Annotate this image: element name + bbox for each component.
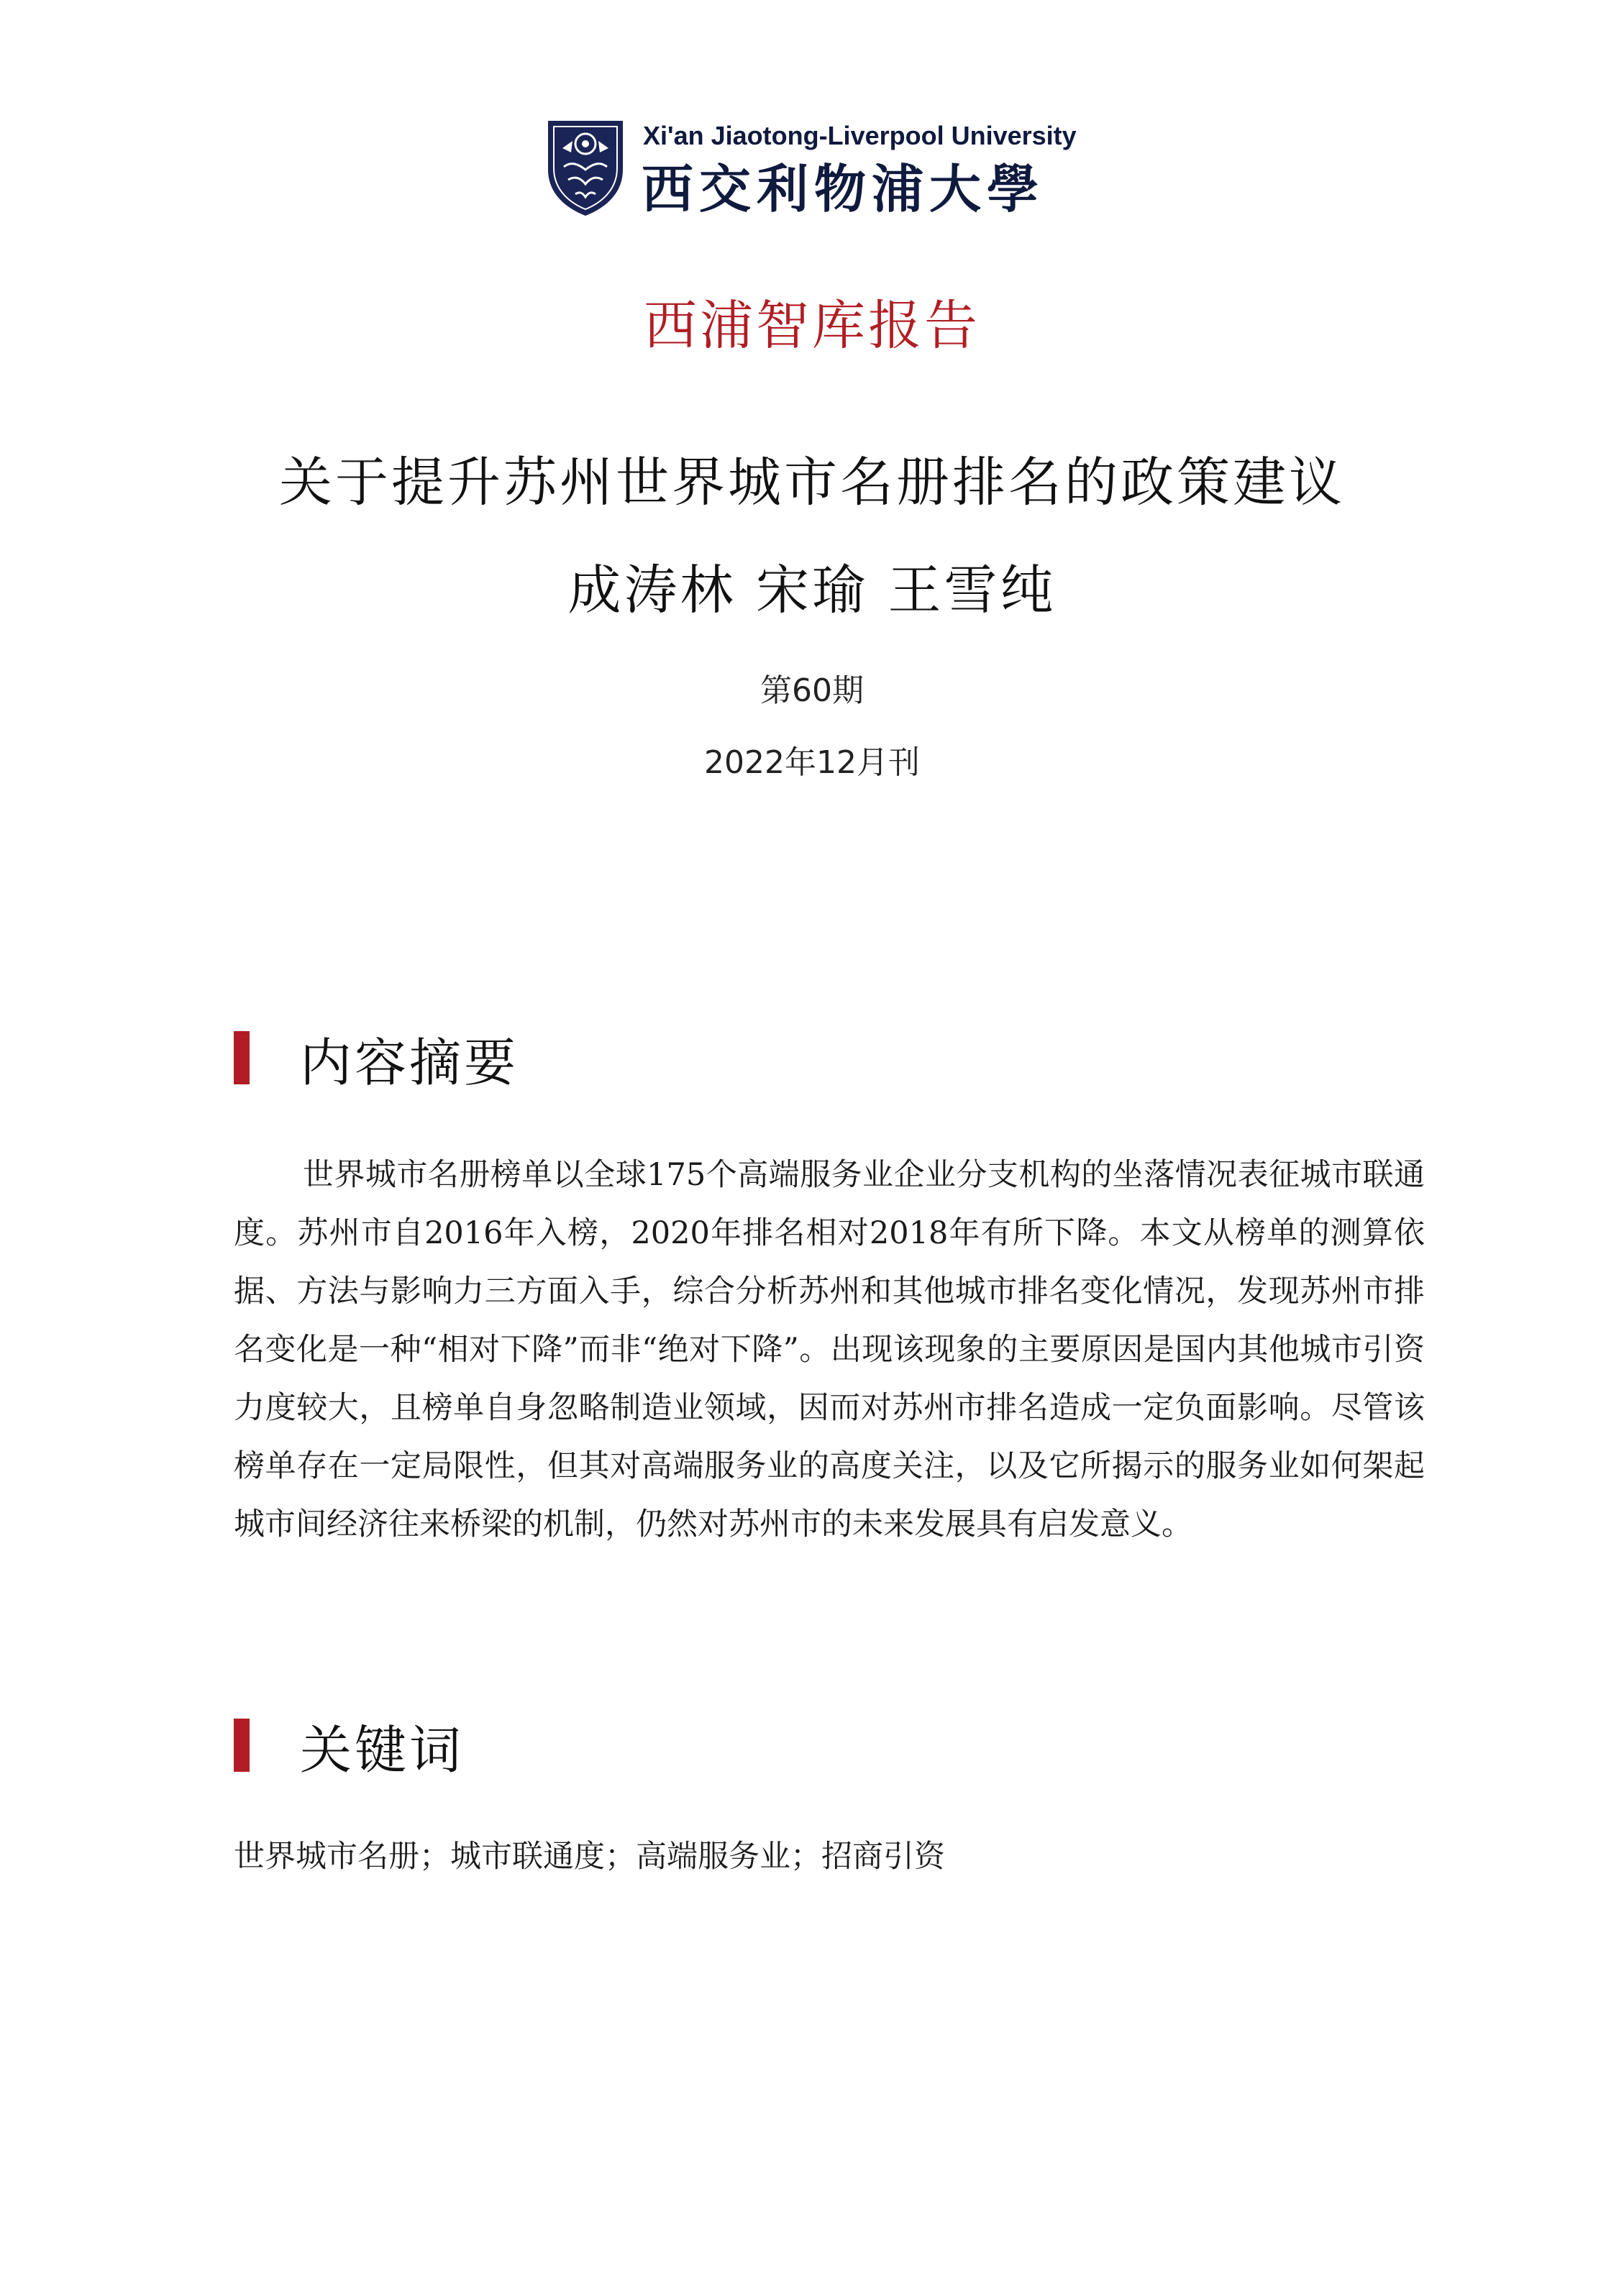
keywords-heading-label: 关键词 — [300, 1720, 465, 1780]
issue-number: 第60期 — [760, 672, 864, 709]
section-marker — [234, 1719, 250, 1772]
abstract-text: 世界城市名册榜单以全球175个高端服务业企业分支机构的坐落情况表征城市联通度。苏州市自2016年入榜，2020年排名相对2018年有所下降。本文从榜单的测算依据、方法与影响力三方面入手，综合分析苏州和其他城市排名变化情况，发现苏州市排名变化是一种“相对下降”而非“绝对下降”。出现该现象的主要原因是国内其他城市引资力度较大，且榜单自身忽略制造业领域，因而对苏州市排名造成一定负面影响。尽管该榜单存在一定局限性，但其对高端服务业的高度关注，以及它所揭示的服务业如何架起城市间经济往来桥梁的机制，仍然对苏州市的未来发展具有启发意义。 — [234, 1157, 1425, 1542]
university-header — [547, 119, 1093, 220]
authors: 成涛林 宋瑜 王雪纯 — [567, 559, 1057, 621]
university-name-cn: 西交利物浦大學 — [642, 158, 1045, 219]
report-title: 关于提升苏州世界城市名册排名的政策建议 — [279, 452, 1345, 513]
abstract-heading-label: 内容摘要 — [300, 1033, 519, 1093]
keywords-text: 世界城市名册；城市联通度；高端服务业；招商引资 — [234, 1839, 945, 1875]
university-crest-icon — [547, 119, 624, 217]
series-title: 西浦智库报告 — [644, 295, 980, 357]
publication-date: 2022年12月刊 — [704, 744, 920, 781]
university-name-en: Xi'an Jiaotong-Liverpool University — [643, 121, 1077, 150]
section-marker — [234, 1031, 250, 1084]
